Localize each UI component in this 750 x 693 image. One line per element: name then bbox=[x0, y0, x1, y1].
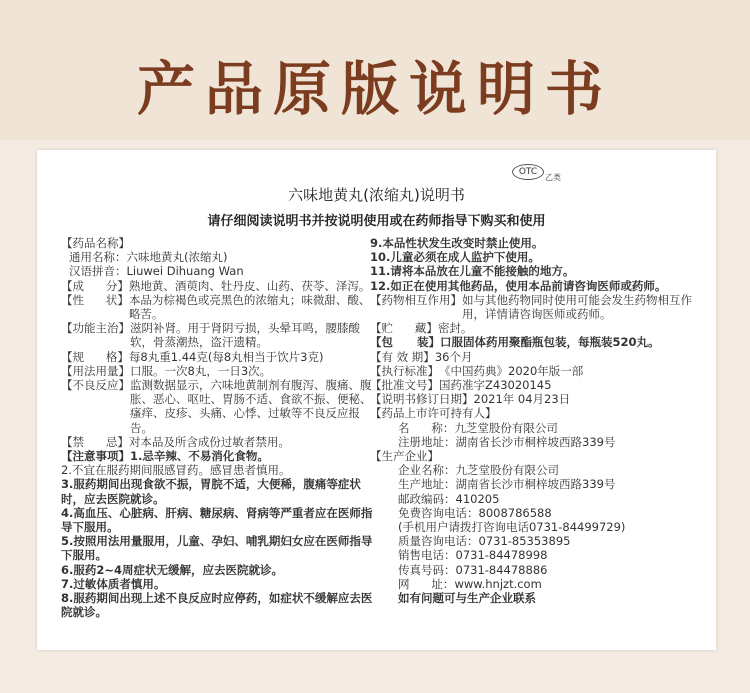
note-item: 9.本品性状发生改变时禁止使用。 bbox=[370, 236, 544, 250]
hotline-row: 免费咨询电话： 8008786588 bbox=[398, 505, 552, 520]
note-item: 3.服药期间出现食欲不振，胃脘不适，大便稀，腹痛等症状时，应去医院就诊。 bbox=[61, 477, 361, 506]
drug-name-header: 【药品名称】 bbox=[61, 236, 130, 250]
character-row: 【性 状】 本品为棕褐色或亮黑色的浓缩丸；味微甜、酸、略苦。 bbox=[61, 292, 371, 322]
banner bbox=[0, 0, 750, 140]
validity-row: 【有 效 期】 36个月 bbox=[370, 349, 473, 364]
ingredients-row: 【成 分】 熟地黄、酒萸肉、牡丹皮、山药、茯苓、泽泻。 bbox=[61, 278, 371, 293]
revision-row: 【说明书修订日期】 2021年 04月23日 bbox=[370, 392, 571, 407]
note-item: 6.服药2~4周症状无缓解，应去医院就诊。 bbox=[61, 562, 284, 577]
pinyin-row: 汉语拼音： Liuwei Dihuang Wan bbox=[69, 264, 244, 279]
adverse-row: 【不良反应】 监测数据显示，六味地黄制剂有腹泻、腹痛、腹胀、恶心、呕吐、胃肠不适、食欲不振、便秘、瘙痒、皮疹、头痛、心悸、过敏等不良反应报告。 bbox=[61, 378, 372, 435]
holder-address-row: 注册地址： 湖南省长沙市桐梓坡西路339号 bbox=[398, 434, 616, 449]
usage-row: 【用法用量】 口服。一次8丸，一日3次。 bbox=[61, 363, 272, 378]
footer-note: 如有问题可与生产企业联系 bbox=[398, 591, 536, 606]
otc-badge: OTC bbox=[512, 164, 544, 180]
website-row: 网 址： www.hnjzt.com bbox=[398, 576, 542, 591]
notes-row: 【注意事项】 1.忌辛辣、不易消化食物。 bbox=[61, 449, 269, 464]
approval-row: 【批准文号】 国药准字Z43020145 bbox=[370, 378, 552, 393]
function-row: 【功能主治】 滋阴补肾。用于肾阴亏损，头晕耳鸣，腰膝酸软，骨蒸潮热，盗汗遗精。 bbox=[61, 321, 360, 350]
banner-title: 产品原版说明书 bbox=[136, 55, 613, 123]
leaflet-subtitle: 请仔细阅读说明书并按说明使用或在药师指导下购买和使用 bbox=[207, 214, 546, 229]
interaction-row: 【药物相互作用】 如与其他药物同时使用可能会发生药物相互作用，详情请咨询医师或药师。 bbox=[370, 292, 692, 322]
package-row: 【包 装】 口服固体药用聚酯瓶包装，每瓶装520丸。 bbox=[370, 335, 660, 350]
quality-phone-row: 质量咨询电话： 0731-85353895 bbox=[398, 534, 571, 549]
contraindication-row: 【禁 忌】 对本品及所含成份过敏者禁用。 bbox=[61, 434, 290, 449]
note-item: 7.过敏体质者慎用。 bbox=[61, 576, 166, 591]
note-item: 8.服药期间出现上述不良反应时应停药，如症状不缓解应去医院就诊。 bbox=[61, 591, 373, 620]
holder-header: 【药品上市许可持有人】 bbox=[370, 406, 497, 421]
otc-category: 乙类 bbox=[545, 173, 561, 182]
mobile-note: (手机用户请拨打咨询电话0731-84499729) bbox=[398, 520, 626, 535]
leaflet-title: 六味地黄丸(浓缩丸)说明书 bbox=[288, 186, 465, 204]
storage-row: 【贮 藏】 密封。 bbox=[370, 321, 473, 336]
spec-row: 【规 格】 每8丸重1.44克(每8丸相当于饮片3克) bbox=[61, 349, 324, 364]
maker-name-row: 企业名称： 九芝堂股份有限公司 bbox=[398, 463, 559, 478]
note-item: 10.儿童必须在成人监护下使用。 bbox=[370, 250, 540, 265]
right-column bbox=[370, 236, 706, 605]
sales-phone-row: 销售电话： 0731-84478998 bbox=[398, 548, 548, 563]
note-item: 12.如正在使用其他药品，使用本品前请咨询医师或药师。 bbox=[370, 278, 667, 293]
left-column bbox=[61, 236, 378, 619]
standard-row: 【执行标准】 《中国药典》2020年版一部 bbox=[370, 363, 584, 378]
generic-name-row: 通用名称： 六味地黄丸(浓缩丸) bbox=[69, 250, 228, 265]
leaflet-paper bbox=[37, 150, 716, 650]
maker-header: 【生产企业】 bbox=[370, 449, 439, 464]
note-item: 4.高血压、心脏病、肝病、糖尿病、肾病等严重者应在医师指导下服用。 bbox=[61, 505, 373, 535]
zip-row: 邮政编码： 410205 bbox=[398, 491, 500, 506]
note-item: 2.不宜在服药期间服感冒药。感冒患者慎用。 bbox=[61, 463, 291, 478]
fax-row: 传真号码： 0731-84478886 bbox=[398, 562, 548, 577]
maker-address-row: 生产地址： 湖南省长沙市桐梓坡西路339号 bbox=[398, 477, 616, 492]
note-item: 5.按照用法用量服用，儿童、孕妇、哺乳期妇女应在医师指导下服用。 bbox=[61, 534, 373, 563]
holder-name-row: 名 称： 九芝堂股份有限公司 bbox=[398, 420, 558, 435]
note-item: 11.请将本品放在儿童不能接触的地方。 bbox=[370, 264, 575, 279]
